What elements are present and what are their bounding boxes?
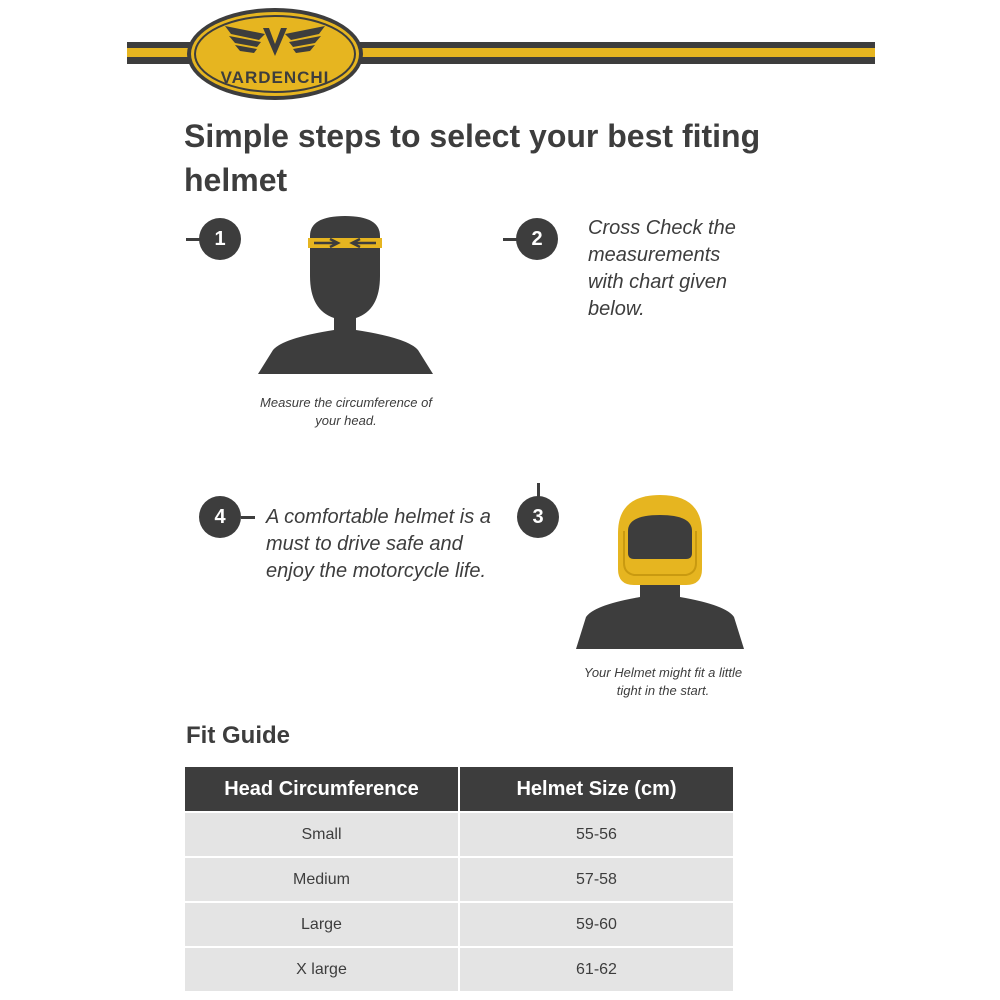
step-2-badge: 2 <box>516 218 558 260</box>
table-header-row <box>185 767 733 812</box>
size-value-cell: 55-56 <box>459 812 733 857</box>
step-1-badge: 1 <box>199 218 241 260</box>
size-label-cell: Large <box>185 902 459 947</box>
brand-logo <box>185 6 365 102</box>
size-value-cell: 57-58 <box>459 857 733 902</box>
step-3-caption: Your Helmet might fit a little tight in the start. <box>583 665 743 698</box>
step-2-connector <box>503 238 517 241</box>
table-row <box>185 812 733 857</box>
fit-guide-table <box>185 767 733 991</box>
step-2-text: Cross Check the measurements with chart given below. <box>588 217 736 320</box>
brand-name: VARDENCHI <box>220 68 330 87</box>
size-label-cell: X large <box>185 947 459 991</box>
step-4-badge: 4 <box>199 496 241 538</box>
step-4-text: A comfortable helmet is a must to drive safe and enjoy the motorcycle life. <box>266 506 491 582</box>
step-3-badge: 3 <box>517 496 559 538</box>
fit-guide-title: Fit Guide <box>186 722 290 749</box>
size-label-cell: Small <box>185 812 459 857</box>
step-4-connector <box>241 516 255 519</box>
head-measure-icon <box>258 214 433 374</box>
size-label-cell: Medium <box>185 857 459 902</box>
size-value-cell: 61-62 <box>459 947 733 991</box>
step-1-caption: Measure the circumference of your head. <box>260 395 432 428</box>
column-header-helmet-size: Helmet Size (cm) <box>459 767 733 812</box>
step-3-connector <box>537 483 540 497</box>
table-row <box>185 947 733 991</box>
size-value-cell: 59-60 <box>459 902 733 947</box>
step-1-connector <box>186 238 200 241</box>
page-title: Simple steps to select your best fiting helmet <box>184 118 761 198</box>
helmet-on-head-icon <box>576 493 744 649</box>
column-header-head-circumference: Head Circumference <box>185 767 459 812</box>
table-row <box>185 857 733 902</box>
table-row <box>185 902 733 947</box>
